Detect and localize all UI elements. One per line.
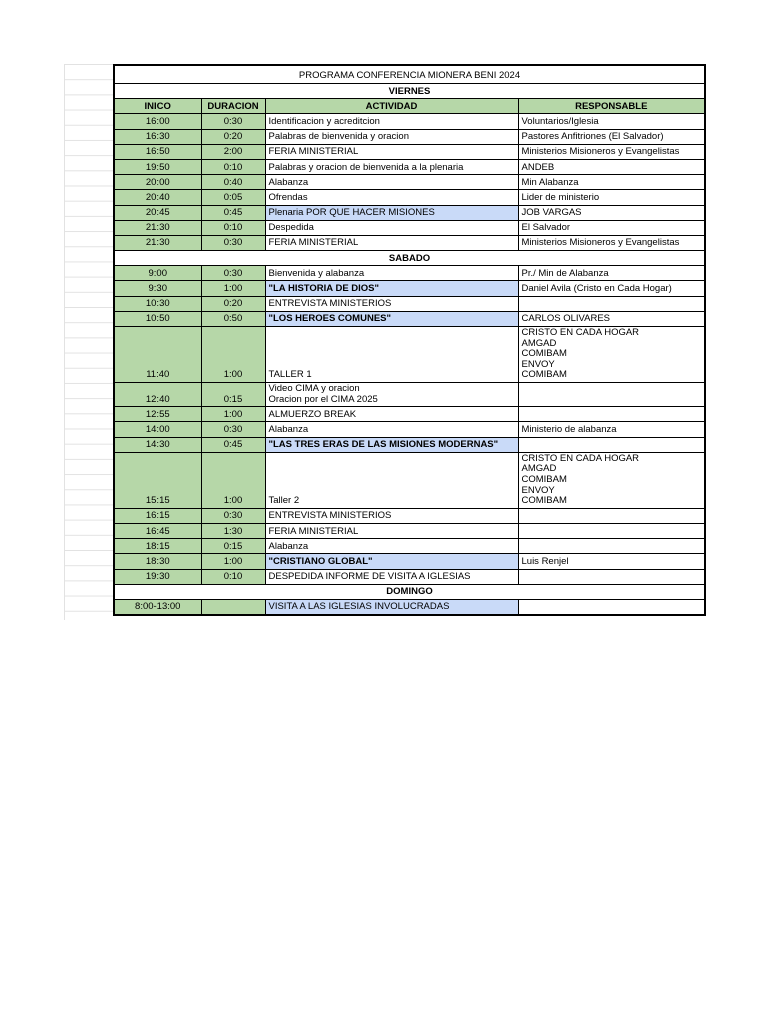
responsible-cell: [518, 508, 705, 523]
schedule-row: [114, 554, 705, 569]
day-label: DOMINGO: [114, 584, 705, 599]
schedule-row: [114, 523, 705, 538]
schedule-row: [114, 144, 705, 159]
duration-cell: 1:00: [201, 554, 265, 569]
activity-cell: ENTREVISTA MINISTERIOS: [265, 508, 518, 523]
start-time-cell: 20:00: [114, 175, 201, 190]
activity-cell: Despedida: [265, 220, 518, 235]
start-time-cell: 15:15: [114, 452, 201, 508]
schedule-row: [114, 383, 705, 407]
responsible-cell: CRISTO EN CADA HOGAR AMGAD COMIBAM ENVOY COMIBAM: [518, 327, 705, 383]
responsible-cell: [518, 599, 705, 614]
schedule-row: [114, 569, 705, 584]
duration-cell: 0:30: [201, 422, 265, 437]
start-time-cell: 16:50: [114, 144, 201, 159]
schedule-row: [114, 327, 705, 383]
start-time-cell: 18:15: [114, 539, 201, 554]
duration-cell: 0:10: [201, 159, 265, 174]
duration-cell: 0:30: [201, 114, 265, 129]
schedule-row: [114, 175, 705, 190]
responsible-cell: [518, 523, 705, 538]
responsible-cell: [518, 383, 705, 407]
start-time-cell: 16:00: [114, 114, 201, 129]
duration-cell: 0:05: [201, 190, 265, 205]
start-time-cell: 9:30: [114, 281, 201, 296]
day-header-row: [114, 251, 705, 266]
column-header-row: [114, 99, 705, 114]
activity-cell: Palabras de bienvenida y oracion: [265, 129, 518, 144]
duration-cell: 2:00: [201, 144, 265, 159]
schedule-row: [114, 508, 705, 523]
schedule-row: [114, 437, 705, 452]
duration-cell: 0:30: [201, 508, 265, 523]
day-label: VIERNES: [114, 84, 705, 99]
start-time-cell: 19:30: [114, 569, 201, 584]
schedule-row: [114, 281, 705, 296]
schedule-row: [114, 190, 705, 205]
activity-cell: "LAS TRES ERAS DE LAS MISIONES MODERNAS": [265, 437, 518, 452]
start-time-cell: 9:00: [114, 266, 201, 281]
activity-cell: "LOS HEROES COMUNES": [265, 311, 518, 326]
day-header-row: [114, 584, 705, 599]
duration-cell: 0:20: [201, 129, 265, 144]
activity-cell: FERIA MINISTERIAL: [265, 144, 518, 159]
activity-cell: Identificacion y acreditcion: [265, 114, 518, 129]
start-time-cell: 16:45: [114, 523, 201, 538]
start-time-cell: 20:45: [114, 205, 201, 220]
start-time-cell: 20:40: [114, 190, 201, 205]
activity-cell: FERIA MINISTERIAL: [265, 523, 518, 538]
responsible-cell: [518, 407, 705, 422]
day-label: SABADO: [114, 251, 705, 266]
header-duration: DURACION: [201, 99, 265, 114]
activity-cell: Ofrendas: [265, 190, 518, 205]
responsible-cell: CARLOS OLIVARES: [518, 311, 705, 326]
responsible-cell: Voluntarios/Iglesia: [518, 114, 705, 129]
start-time-cell: 10:30: [114, 296, 201, 311]
header-responsible: RESPONSABLE: [518, 99, 705, 114]
schedule-row: [114, 311, 705, 326]
responsible-cell: Daniel Avila (Cristo en Cada Hogar): [518, 281, 705, 296]
duration-cell: 1:00: [201, 407, 265, 422]
responsible-cell: Ministerios Misioneros y Evangelistas: [518, 235, 705, 250]
activity-cell: ENTREVISTA MINISTERIOS: [265, 296, 518, 311]
header-time: INICO: [114, 99, 201, 114]
schedule-row: [114, 599, 705, 614]
duration-cell: 0:45: [201, 205, 265, 220]
start-time-cell: 14:30: [114, 437, 201, 452]
start-time-cell: 11:40: [114, 327, 201, 383]
responsible-cell: Ministerios Misioneros y Evangelistas: [518, 144, 705, 159]
activity-cell: Bienvenida y alabanza: [265, 266, 518, 281]
duration-cell: 0:30: [201, 235, 265, 250]
responsible-cell: [518, 437, 705, 452]
duration-cell: 1:00: [201, 452, 265, 508]
activity-cell: Alabanza: [265, 539, 518, 554]
duration-cell: 0:45: [201, 437, 265, 452]
start-time-cell: 19:50: [114, 159, 201, 174]
duration-cell: 0:15: [201, 383, 265, 407]
schedule-row: [114, 235, 705, 250]
activity-cell: Alabanza: [265, 422, 518, 437]
responsible-cell: [518, 539, 705, 554]
activity-cell: Video CIMA y oracion Oracion por el CIMA 2025: [265, 383, 518, 407]
responsible-cell: JOB VARGAS: [518, 205, 705, 220]
responsible-cell: Luis Renjel: [518, 554, 705, 569]
responsible-cell: Ministerio de alabanza: [518, 422, 705, 437]
responsible-cell: El Salvador: [518, 220, 705, 235]
duration-cell: [201, 599, 265, 614]
duration-cell: 0:40: [201, 175, 265, 190]
schedule-table: [113, 64, 706, 616]
row-number-gutter: [64, 64, 114, 620]
activity-cell: VISITA A LAS IGLESIAS INVOLUCRADAS: [265, 599, 518, 614]
duration-cell: 1:00: [201, 327, 265, 383]
day-header-row: [114, 84, 705, 99]
start-time-cell: 12:40: [114, 383, 201, 407]
responsible-cell: ANDEB: [518, 159, 705, 174]
duration-cell: 0:10: [201, 220, 265, 235]
start-time-cell: 10:50: [114, 311, 201, 326]
start-time-cell: 18:30: [114, 554, 201, 569]
responsible-cell: Lider de ministerio: [518, 190, 705, 205]
start-time-cell: 12:55: [114, 407, 201, 422]
schedule-row: [114, 220, 705, 235]
activity-cell: DESPEDIDA INFORME DE VISITA A IGLESIAS: [265, 569, 518, 584]
activity-cell: Alabanza: [265, 175, 518, 190]
schedule-row: [114, 129, 705, 144]
page-title: PROGRAMA CONFERENCIA MIONERA BENI 2024: [114, 65, 705, 84]
schedule-row: [114, 422, 705, 437]
start-time-cell: 21:30: [114, 235, 201, 250]
responsible-cell: [518, 569, 705, 584]
responsible-cell: [518, 296, 705, 311]
schedule-row: [114, 296, 705, 311]
activity-cell: TALLER 1: [265, 327, 518, 383]
schedule-row: [114, 266, 705, 281]
duration-cell: 0:30: [201, 266, 265, 281]
duration-cell: 1:00: [201, 281, 265, 296]
activity-cell: FERIA MINISTERIAL: [265, 235, 518, 250]
schedule-row: [114, 114, 705, 129]
schedule-row: [114, 539, 705, 554]
schedule-row: [114, 159, 705, 174]
schedule-row: [114, 205, 705, 220]
schedule-row: [114, 452, 705, 508]
duration-cell: 1:30: [201, 523, 265, 538]
activity-cell: "LA HISTORIA DE DIOS": [265, 281, 518, 296]
duration-cell: 0:50: [201, 311, 265, 326]
activity-cell: Palabras y oracion de bienvenida a la plenaria: [265, 159, 518, 174]
start-time-cell: 14:00: [114, 422, 201, 437]
activity-cell: ALMUERZO BREAK: [265, 407, 518, 422]
start-time-cell: 21:30: [114, 220, 201, 235]
responsible-cell: CRISTO EN CADA HOGAR AMGAD COMIBAM ENVOY COMIBAM: [518, 452, 705, 508]
header-activity: ACTIVIDAD: [265, 99, 518, 114]
activity-cell: "CRISTIANO GLOBAL": [265, 554, 518, 569]
activity-cell: Plenaria POR QUE HACER MISIONES: [265, 205, 518, 220]
responsible-cell: Pastores Anfitriones (El Salvador): [518, 129, 705, 144]
duration-cell: 0:20: [201, 296, 265, 311]
start-time-cell: 16:15: [114, 508, 201, 523]
start-time-cell: 16:30: [114, 129, 201, 144]
duration-cell: 0:15: [201, 539, 265, 554]
duration-cell: 0:10: [201, 569, 265, 584]
start-time-cell: 8:00-13:00: [114, 599, 201, 614]
responsible-cell: Pr./ Min de Alabanza: [518, 266, 705, 281]
schedule-row: [114, 407, 705, 422]
activity-cell: Taller 2: [265, 452, 518, 508]
responsible-cell: Min Alabanza: [518, 175, 705, 190]
